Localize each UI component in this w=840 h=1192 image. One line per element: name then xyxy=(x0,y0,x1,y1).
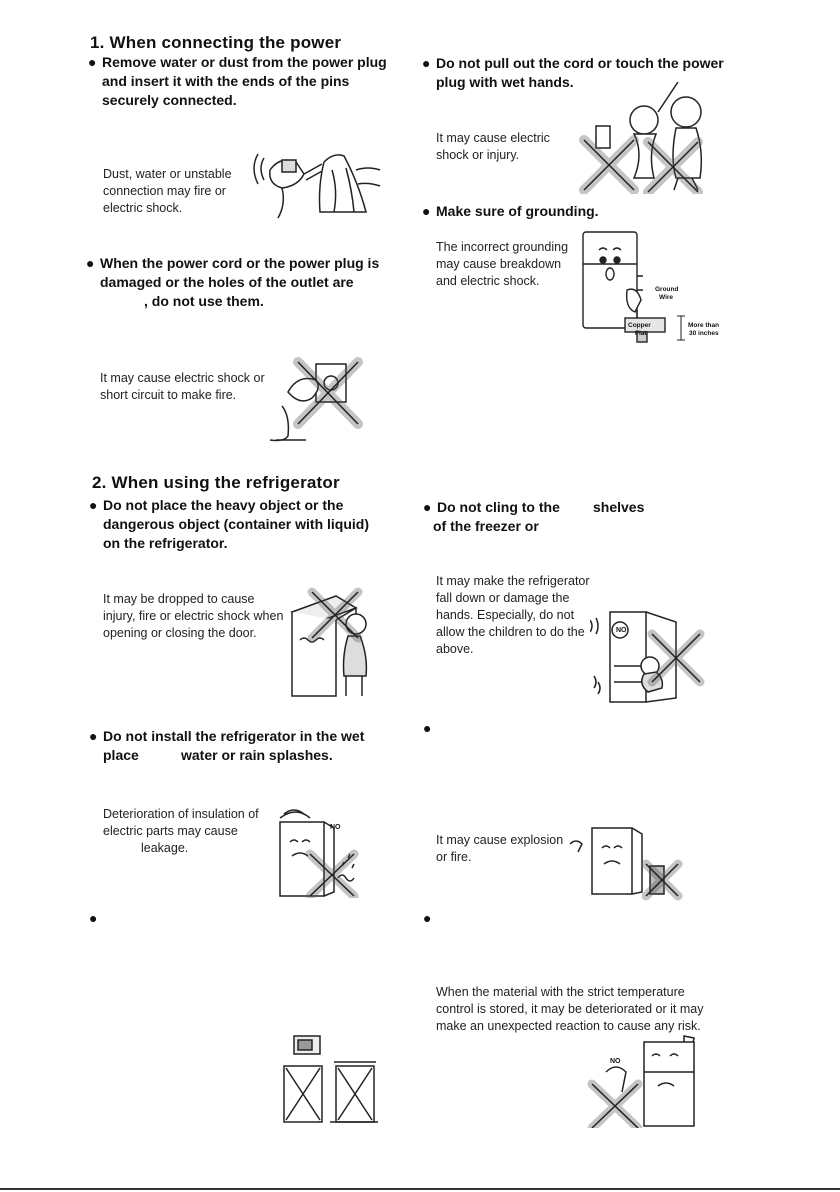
ground-label: Ground xyxy=(655,286,679,293)
text-line: The incorrect grounding xyxy=(436,240,569,254)
bullet-line: Do not install the refrigerator in the wet xyxy=(103,728,365,744)
text-line: opening or closing the door. xyxy=(103,626,257,640)
text-line: Dust, water or unstable xyxy=(103,167,232,181)
bullet-line: of the freezer or xyxy=(433,518,539,534)
text-line: Deterioration of insulation of xyxy=(103,807,259,821)
bullet-dot: ● xyxy=(89,728,98,744)
bullet-line: damaged or the holes of the outlet are xyxy=(100,274,354,290)
bullet-dot: ● xyxy=(89,497,98,513)
text-line: control is stored, it may be deteriorated or it may xyxy=(436,1002,704,1016)
text-line: electric parts may cause xyxy=(103,824,238,838)
wet-fridge-icon xyxy=(268,808,366,898)
bullet-line: Do not cling to the xyxy=(437,499,560,515)
bullet-dot: ● xyxy=(89,910,98,926)
text-line: connection may fire or xyxy=(103,184,226,198)
text-line: hands. Especially, do not xyxy=(436,608,575,622)
bullet-dot: ● xyxy=(422,55,431,71)
wet-hands-icon xyxy=(578,82,718,194)
bullet-wet-place xyxy=(89,727,365,765)
text-line: leakage. xyxy=(141,841,189,855)
bullet-line: When the power cord or the power plug is xyxy=(100,255,380,271)
bullet-dot: ● xyxy=(422,203,431,219)
grounding-fridge-icon xyxy=(575,226,721,344)
bullet-line: securely connected. xyxy=(102,92,237,108)
text-line: short circuit to make fire. xyxy=(100,388,237,402)
bullet-grounding xyxy=(422,202,599,221)
bullet-line: water or rain splashes. xyxy=(181,747,333,763)
bullet-dot: ● xyxy=(88,54,97,70)
warning-text-grounding xyxy=(436,239,568,290)
no-label: NO xyxy=(330,824,341,831)
bullet-line-wrap xyxy=(103,746,364,765)
text-line: It may cause electric xyxy=(436,131,550,145)
bullet-line: Make sure of grounding. xyxy=(436,203,599,219)
inches-label: 30 inches xyxy=(689,330,719,337)
more-than-label: More than xyxy=(688,322,720,329)
page-bottom-rule xyxy=(0,1188,840,1190)
bullet-line: on the refrigerator. xyxy=(103,535,228,551)
text-line: It may cause electric shock or xyxy=(100,371,265,385)
warning-text-short-circuit xyxy=(100,370,265,404)
bullet-line: shelves xyxy=(593,499,645,515)
bullet-cling-shelves xyxy=(423,498,645,536)
text-line: electric shock. xyxy=(103,201,183,215)
plug-and-cloth-icon xyxy=(252,140,382,222)
bullet-remove-dust xyxy=(88,53,387,110)
flat-label: Flat xyxy=(635,330,647,337)
text-line: It may make the refrigerator xyxy=(436,574,590,588)
text-line: or fire. xyxy=(436,850,472,864)
warning-text-wet-hands xyxy=(436,130,550,164)
bullet-line: dangerous object (container with liquid) xyxy=(103,516,370,532)
bullet-damaged-cord xyxy=(86,254,380,311)
bullet-line: , do not use them. xyxy=(144,293,264,309)
flammable-spray-icon xyxy=(566,822,690,902)
child-clinging-icon xyxy=(590,606,710,706)
bullet-dot: ● xyxy=(423,910,432,926)
bullet-line: Remove water or dust from the power plug xyxy=(102,54,387,70)
bullet-dot: ● xyxy=(423,720,432,736)
text-line: may cause breakdown xyxy=(436,257,562,271)
warning-text-dropped xyxy=(103,591,283,642)
text-line: fall down or damage the xyxy=(436,591,570,605)
no-label: NO xyxy=(616,627,627,634)
text-line: injury, fire or electric shock when xyxy=(103,609,284,623)
section-title-using: 2. When using the refrigerator xyxy=(92,473,340,492)
wire-label: Wire xyxy=(659,294,674,301)
text-line: make an unexpected reaction to cause any risk. xyxy=(436,1019,701,1033)
section-title-power: 1. When connecting the power xyxy=(90,33,342,52)
text-line: allow the children to do the xyxy=(436,625,585,639)
bullet-dot: ● xyxy=(86,255,95,271)
warning-text-temperature xyxy=(436,984,703,1035)
copper-label: Copper xyxy=(628,322,651,329)
text-line: shock or injury. xyxy=(436,148,520,162)
bullet-line: Do not place the heavy object or the xyxy=(103,497,344,513)
text-line: It may cause explosion xyxy=(436,833,564,847)
text-line: When the material with the strict temperature xyxy=(436,985,685,999)
bullet-line: place xyxy=(103,747,139,763)
damaged-outlet-icon xyxy=(268,352,368,444)
text-line: above. xyxy=(436,642,474,656)
medicine-fridge-icon xyxy=(586,1032,698,1128)
bullet-dot: ● xyxy=(423,499,432,515)
warning-text-insulation xyxy=(103,806,259,857)
warning-text-dust xyxy=(103,166,232,217)
microwave-on-fridge-icon xyxy=(278,1032,378,1124)
warning-text-fall-down xyxy=(436,573,590,658)
bullet-heavy-object xyxy=(89,496,370,553)
bullet-line: plug with wet hands. xyxy=(436,74,574,90)
no-label: NO xyxy=(610,1058,621,1065)
warning-text-explosion xyxy=(436,832,563,866)
object-on-fridge-icon xyxy=(282,584,382,700)
bullet-line: and insert it with the ends of the pins xyxy=(102,73,350,89)
text-line: It may be dropped to cause xyxy=(103,592,255,606)
bullet-line: Do not pull out the cord or touch the power xyxy=(436,55,724,71)
text-line: and electric shock. xyxy=(436,274,540,288)
